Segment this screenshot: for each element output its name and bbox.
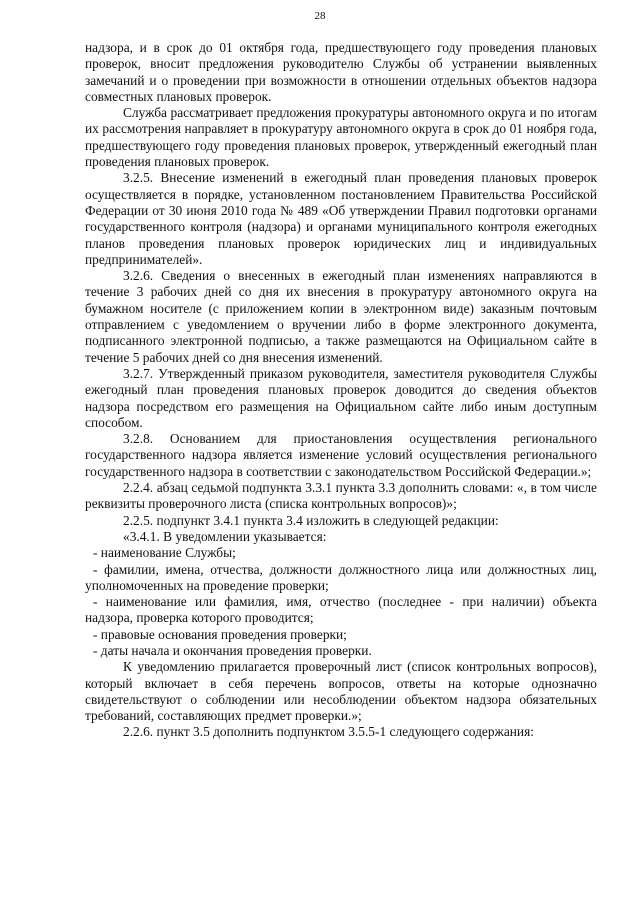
paragraph: К уведомлению прилагается проверочный лист (список контрольных вопросов), который включает в себя перечень вопросов, ответы на которые однозначно свидетельствуют о соблюдении или несоблюдении объектом надзора обязательных требований, составляющих предмет проверки.»; — [85, 659, 597, 724]
paragraph: Служба рассматривает предложения прокуратуры автономного округа и по итогам их рассмотрения направляет в прокуратуру автономного округа в срок до 01 ноября года, предшествующего году проведения плановых проверок, утвержденный ежегодный план проведения плановых проверок. — [85, 105, 597, 170]
paragraph: 3.2.7. Утвержденный приказом руководителя, заместителя руководителя Службы ежегодный план проведения плановых проверок доводится до сведения объектов надзора посредством его размещения на Официальном сайте либо иным доступным способом. — [85, 365, 597, 430]
paragraph: 3.2.6. Сведения о внесенных в ежегодный план изменениях направляются в течение 3 рабочих дней со дня их внесения в прокуратуру автономного округа на бумажном носителе (с приложением копии в электронном виде) заказным почтовым отправлением с уведомлением о вручении либо в форме электронного документа, подписанного электронной подписью, а также размещаются на Официальном сайте в течение 5 рабочих дней со дня внесения изменений. — [85, 268, 597, 365]
paragraph: 2.2.5. подпункт 3.4.1 пункта 3.4 изложить в следующей редакции: — [123, 512, 499, 528]
list-item: - правовые основания проведения проверки; — [93, 626, 347, 642]
paragraph: 2.2.6. пункт 3.5 дополнить подпунктом 3.5.5-1 следующего содержания: — [123, 724, 534, 740]
paragraph: «3.4.1. В уведомлении указывается: — [123, 528, 327, 544]
document-body — [85, 40, 597, 741]
list-item: - даты начала и окончания проведения проверки. — [93, 642, 372, 658]
paragraph: надзора, и в срок до 01 октября года, предшествующего году проведения плановых проверок, вносит предложения руководителю Службы об устранении выявленных замечаний и о проведении при возможности в отношении отдельных объектов надзора совместных плановых проверок. — [85, 40, 597, 104]
page-number: 28 — [314, 10, 326, 22]
list-item: - фамилии, имена, отчества, должности должностного лица или должностных лиц, уполномоченных на проведение проверки; — [85, 561, 597, 593]
paragraph: 2.2.4. абзац седьмой подпункта 3.3.1 пункта 3.3 дополнить словами: «, в том числе реквизиты проверочного листа (списка контрольных вопросов)»; — [85, 480, 597, 512]
list-item: - наименование Службы; — [93, 545, 236, 561]
paragraph: 3.2.8. Основанием для приостановления осуществления регионального государственного надзора является изменение условий осуществления регионального государственного надзора в соответствии с законодательством Российской Федерации.»; — [85, 431, 597, 479]
list-item: - наименование или фамилия, имя, отчество (последнее - при наличии) объекта надзора, проверка которого проводится; — [85, 594, 597, 626]
paragraph: 3.2.5. Внесение изменений в ежегодный план проведения плановых проверок осуществляется в порядке, установленном постановлением Правительства Российской Федерации от 30 июня 2010 года № 489 «Об утверждении Правил подготовки органами государственного контроля (надзора) и органами муниципального контроля ежегодных планов проведения плановых проверок юридических лиц и индивидуальных предпринимателей». — [85, 170, 597, 267]
